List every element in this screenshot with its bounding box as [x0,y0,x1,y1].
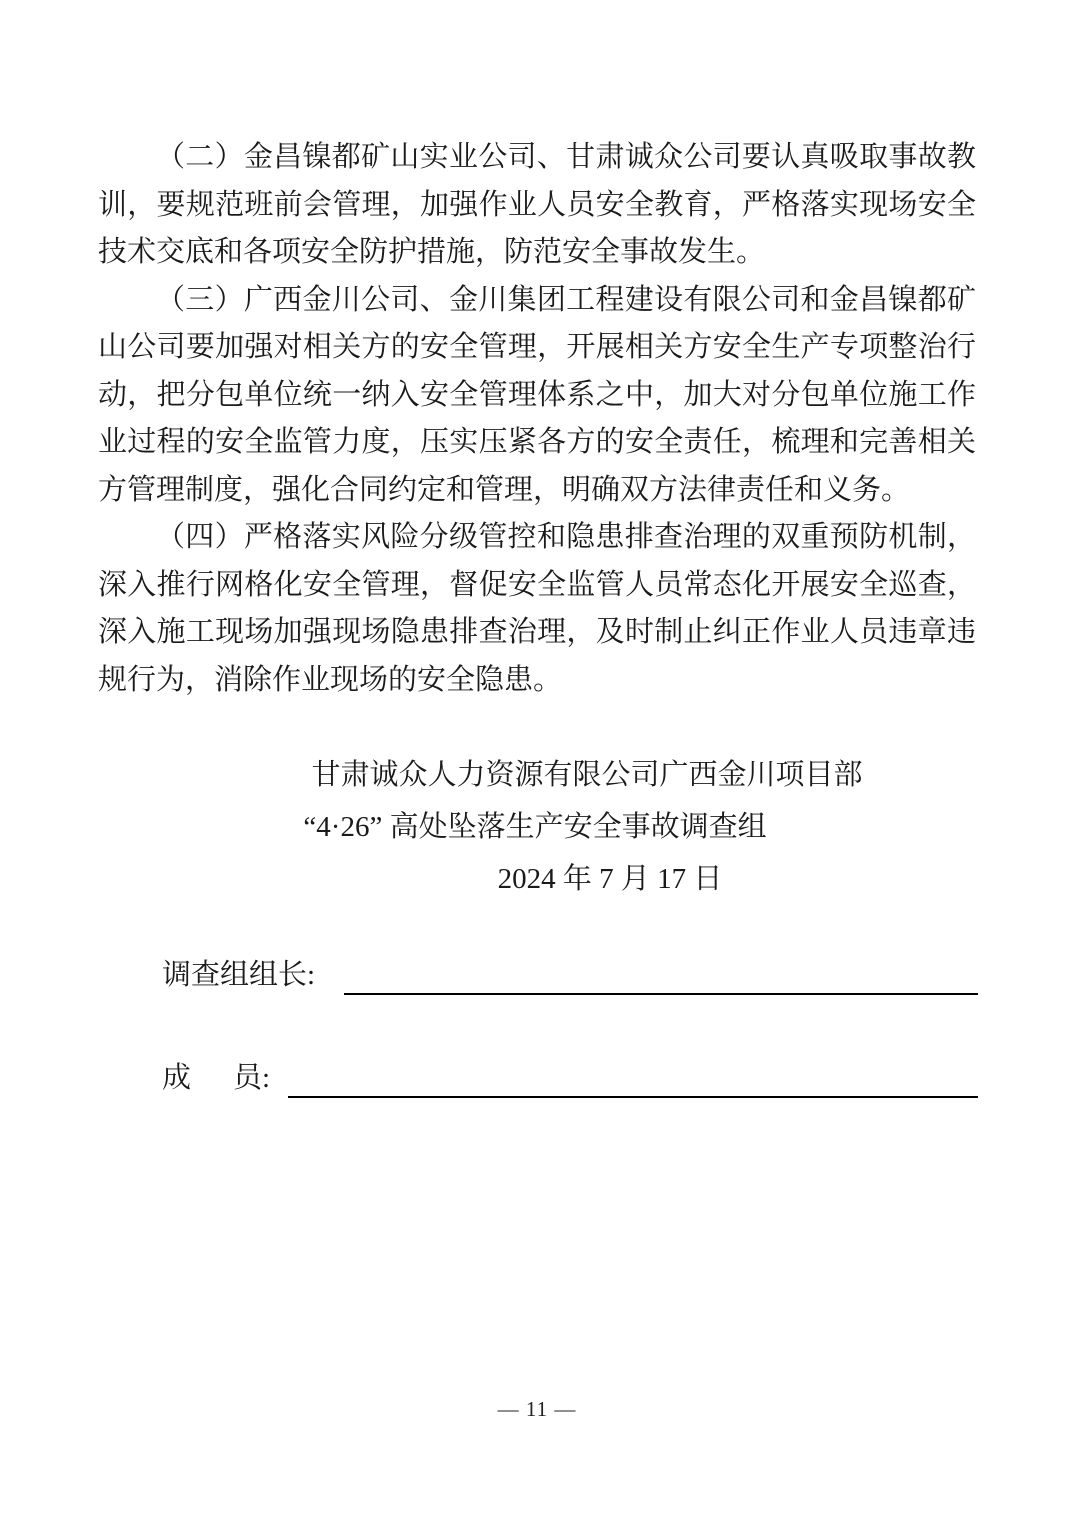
leader-signature-label: 调查组组长: [162,959,316,991]
para-3-line-2: 山公司要加强对相关方的安全管理，开展相关方安全生产专项整治行 [98,331,976,363]
para-4-line-1: （四）严格落实风险分级管控和隐患排查治理的双重预防机制， [156,521,976,553]
para-4-line-4: 规行为，消除作业现场的安全隐患。 [98,663,563,696]
para-2-line-2: 训，要规范班前会管理，加强作业人员安全教育，严格落实现场安全 [98,188,976,221]
para-2-line-1: （二）金昌镍都矿山实业公司、甘肃诚众公司要认真吸取事故教 [156,141,976,173]
signoff-block [0,749,1074,905]
signoff-date-line: 2024 年 7 月 17 日 [497,863,723,895]
member-label-first: 成 [162,1062,192,1094]
para-4-line-2: 深入推行网格化安全管理，督促安全监管人员常态化开展安全巡查， [98,568,976,601]
signoff-org-line: 甘肃诚众人力资源有限公司广西金川项目部 [311,759,863,791]
para-3-line-5: 方管理制度，强化合同约定和管理，明确双方法律责任和义务。 [98,473,911,506]
para-3-line-1: （三）广西金川公司、金川集团工程建设有限公司和金昌镍都矿 [156,283,976,316]
body-text [98,134,976,704]
para-4-line-3: 深入施工现场加强现场隐患排查治理，及时制止纠正作业人员违章违 [98,616,976,648]
leader-signature-line [344,993,978,995]
para-2-line-3: 技术交底和各项安全防护措施，防范安全事故发生。 [98,236,766,268]
signoff-team-line: “4·26” 高处坠落生产安全事故调查组 [303,811,767,843]
member-signature-line [288,1096,978,1098]
para-3-line-4: 业过程的安全监管力度，压实压紧各方的安全责任，梳理和完善相关 [98,426,976,458]
page-number: — 11 — [497,1397,577,1421]
member-signature-label [162,1061,270,1095]
member-label-second: 员: [232,1062,270,1094]
para-3-line-3: 动，把分包单位统一纳入安全管理体系之中，加大对分包单位施工作 [98,378,976,411]
